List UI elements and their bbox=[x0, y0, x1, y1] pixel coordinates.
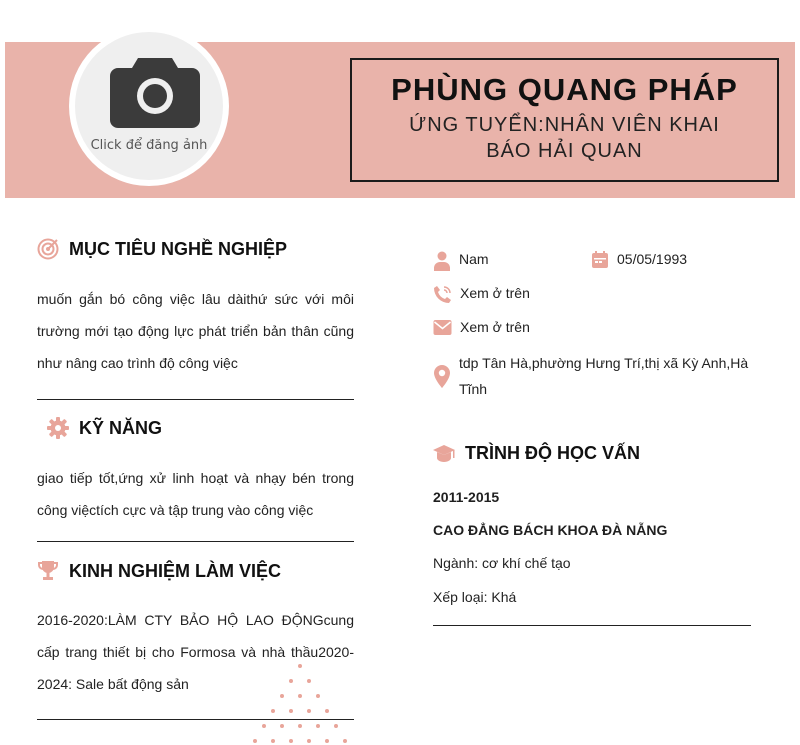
gender-value: Nam bbox=[459, 251, 489, 267]
education-years: 2011-2015 bbox=[433, 489, 500, 505]
skills-heading bbox=[47, 417, 162, 439]
education-grade: Xếp loại: Khá bbox=[433, 589, 517, 605]
decor-dot bbox=[316, 694, 320, 698]
gender-row bbox=[433, 251, 489, 271]
decor-dot bbox=[280, 694, 284, 698]
gear-icon bbox=[47, 417, 69, 439]
phone-icon bbox=[433, 285, 452, 304]
decorative-dots bbox=[205, 660, 395, 745]
phone-row bbox=[433, 285, 530, 304]
decor-dot bbox=[316, 724, 320, 728]
experience-text: 2016-2020:LÀM CTY BẢO HỘ LAO ĐỘNGcung cấp trang thiết bị cho Formosa và nhà thầu2020-2024: Sale bất động sản bbox=[37, 612, 354, 692]
address-value: tdp Tân Hà,phường Hưng Trí,thị xã Kỳ Anh,Hà Tĩnh bbox=[459, 355, 749, 397]
decor-dot bbox=[289, 709, 293, 713]
decor-dot bbox=[307, 709, 311, 713]
education-major: Ngành: cơ khí chế tạo bbox=[433, 555, 571, 571]
decor-dot bbox=[289, 679, 293, 683]
avatar-placeholder bbox=[75, 32, 223, 180]
target-icon bbox=[37, 238, 59, 260]
decor-dot bbox=[298, 724, 302, 728]
email-row bbox=[433, 319, 530, 336]
candidate-role: ỨNG TUYỂN:NHÂN VIÊN KHAI BÁO HẢI QUAN bbox=[409, 114, 720, 162]
decor-dot bbox=[262, 724, 266, 728]
avatar-caption: Click để đăng ảnh bbox=[90, 138, 208, 153]
decor-dot bbox=[298, 664, 302, 668]
mail-icon bbox=[433, 319, 452, 336]
decor-dot bbox=[298, 694, 302, 698]
calendar-icon bbox=[591, 251, 609, 269]
birthdate-row bbox=[591, 251, 687, 269]
candidate-name: PHÙNG QUANG PHÁP bbox=[391, 72, 738, 107]
graduation-cap-icon bbox=[433, 442, 455, 464]
education-school: CAO ĐẲNG BÁCH KHOA ĐÀ NẴNG bbox=[433, 522, 668, 538]
decor-dot bbox=[307, 679, 311, 683]
decor-dot bbox=[325, 739, 329, 743]
decor-dot bbox=[325, 709, 329, 713]
objective-text: muốn gắn bó công việc lâu dàithứ sức với môi trường mới tạo động lực phát triển bản thân cũng như nâng cao trình độ công việc bbox=[37, 291, 354, 371]
user-icon bbox=[433, 251, 451, 271]
decor-dot bbox=[343, 739, 347, 743]
name-box bbox=[350, 58, 779, 182]
email-value: Xem ở trên bbox=[460, 319, 530, 335]
decor-dot bbox=[271, 739, 275, 743]
divider bbox=[37, 541, 354, 542]
education-heading bbox=[433, 442, 640, 464]
decor-dot bbox=[271, 709, 275, 713]
experience-title: KINH NGHIỆM LÀM VIỆC bbox=[69, 560, 282, 581]
decor-dot bbox=[307, 739, 311, 743]
camera-icon bbox=[110, 52, 200, 132]
skills-text: giao tiếp tốt,ứng xử linh hoạt và nhạy bén trong công việctích cực và tập trung vào công việc bbox=[37, 470, 354, 518]
skills-title: KỸ NĂNG bbox=[79, 417, 163, 438]
divider bbox=[433, 625, 751, 626]
trophy-icon bbox=[37, 559, 59, 583]
avatar-upload[interactable] bbox=[69, 26, 229, 186]
phone-value: Xem ở trên bbox=[460, 285, 530, 301]
location-icon bbox=[433, 365, 451, 389]
decor-dot bbox=[334, 724, 338, 728]
decor-dot bbox=[280, 724, 284, 728]
objective-heading bbox=[37, 238, 287, 260]
address-row bbox=[433, 350, 749, 402]
decor-dot bbox=[253, 739, 257, 743]
education-title: TRÌNH ĐỘ HỌC VẤN bbox=[465, 442, 640, 463]
objective-title: MỤC TIÊU NGHỀ NGHIỆP bbox=[69, 238, 288, 259]
decor-dot bbox=[289, 739, 293, 743]
experience-heading bbox=[37, 559, 281, 583]
divider bbox=[37, 399, 354, 400]
birthdate-value: 05/05/1993 bbox=[617, 251, 688, 267]
